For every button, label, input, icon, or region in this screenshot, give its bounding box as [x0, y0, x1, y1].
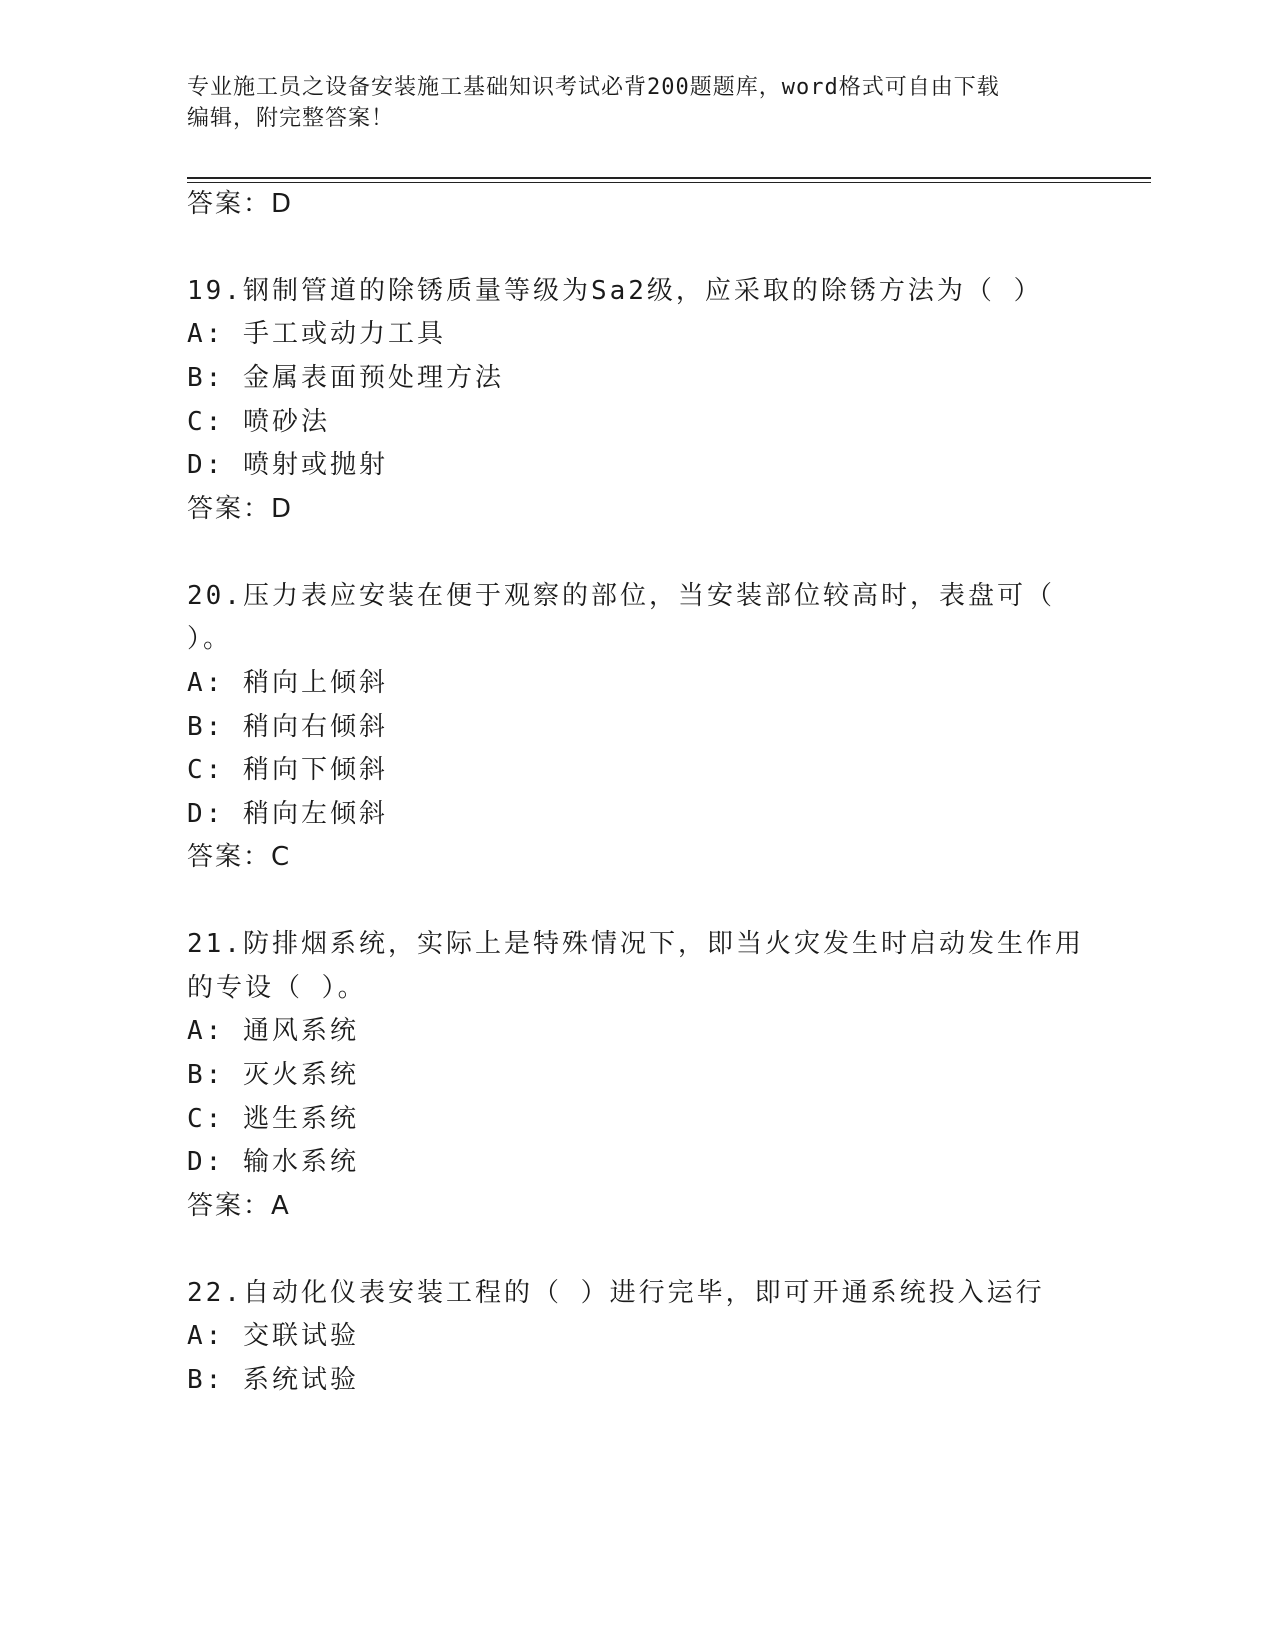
question-stem: 21.防排烟系统，实际上是特殊情况下，即当火灾发生时启动发生作用 [187, 929, 1084, 959]
question-stem: 20.压力表应安装在便于观察的部位，当安装部位较高时，表盘可（ [187, 581, 1055, 611]
header-line-2: 编辑，附完整答案！ [187, 106, 395, 131]
option-a: A: 通风系统 [187, 1016, 359, 1046]
option-b: B: 系统试验 [187, 1365, 359, 1395]
option-c: C: 稍向下倾斜 [187, 755, 388, 785]
question-stem: 22.自动化仪表安装工程的（ ）进行完毕，即可开通系统投入运行 [187, 1278, 1045, 1308]
option-c: C: 喷砂法 [187, 407, 330, 437]
option-b: B: 灭火系统 [187, 1060, 359, 1090]
answer-text: 答案：C [187, 842, 292, 872]
header-divider-thick [187, 177, 1151, 179]
answer-text: 答案：D [187, 189, 294, 219]
option-d: D: 稍向左倾斜 [187, 799, 388, 829]
option-a: A: 交联试验 [187, 1321, 359, 1351]
answer-text: 答案：D [187, 494, 294, 524]
header-line-1: 专业施工员之设备安装施工基础知识考试必背200题题库，word格式可自由下载 [187, 75, 1000, 100]
question-stem-continued: 的专设（ ）。 [187, 973, 367, 1003]
option-d: D: 喷射或抛射 [187, 450, 388, 480]
question-stem-continued: ）。 [187, 624, 233, 654]
option-d: D: 输水系统 [187, 1147, 359, 1177]
question-stem: 19.钢制管道的除锈质量等级为Sa2级，应采取的除锈方法为（ ） [187, 276, 1043, 306]
answer-text: 答案：A [187, 1191, 291, 1221]
option-b: B: 金属表面预处理方法 [187, 363, 504, 393]
option-b: B: 稍向右倾斜 [187, 712, 388, 742]
page-header [187, 72, 1067, 134]
option-a: A: 稍向上倾斜 [187, 668, 388, 698]
option-a: A: 手工或动力工具 [187, 319, 446, 349]
header-divider-thin [187, 182, 1151, 183]
option-c: C: 逃生系统 [187, 1104, 359, 1134]
